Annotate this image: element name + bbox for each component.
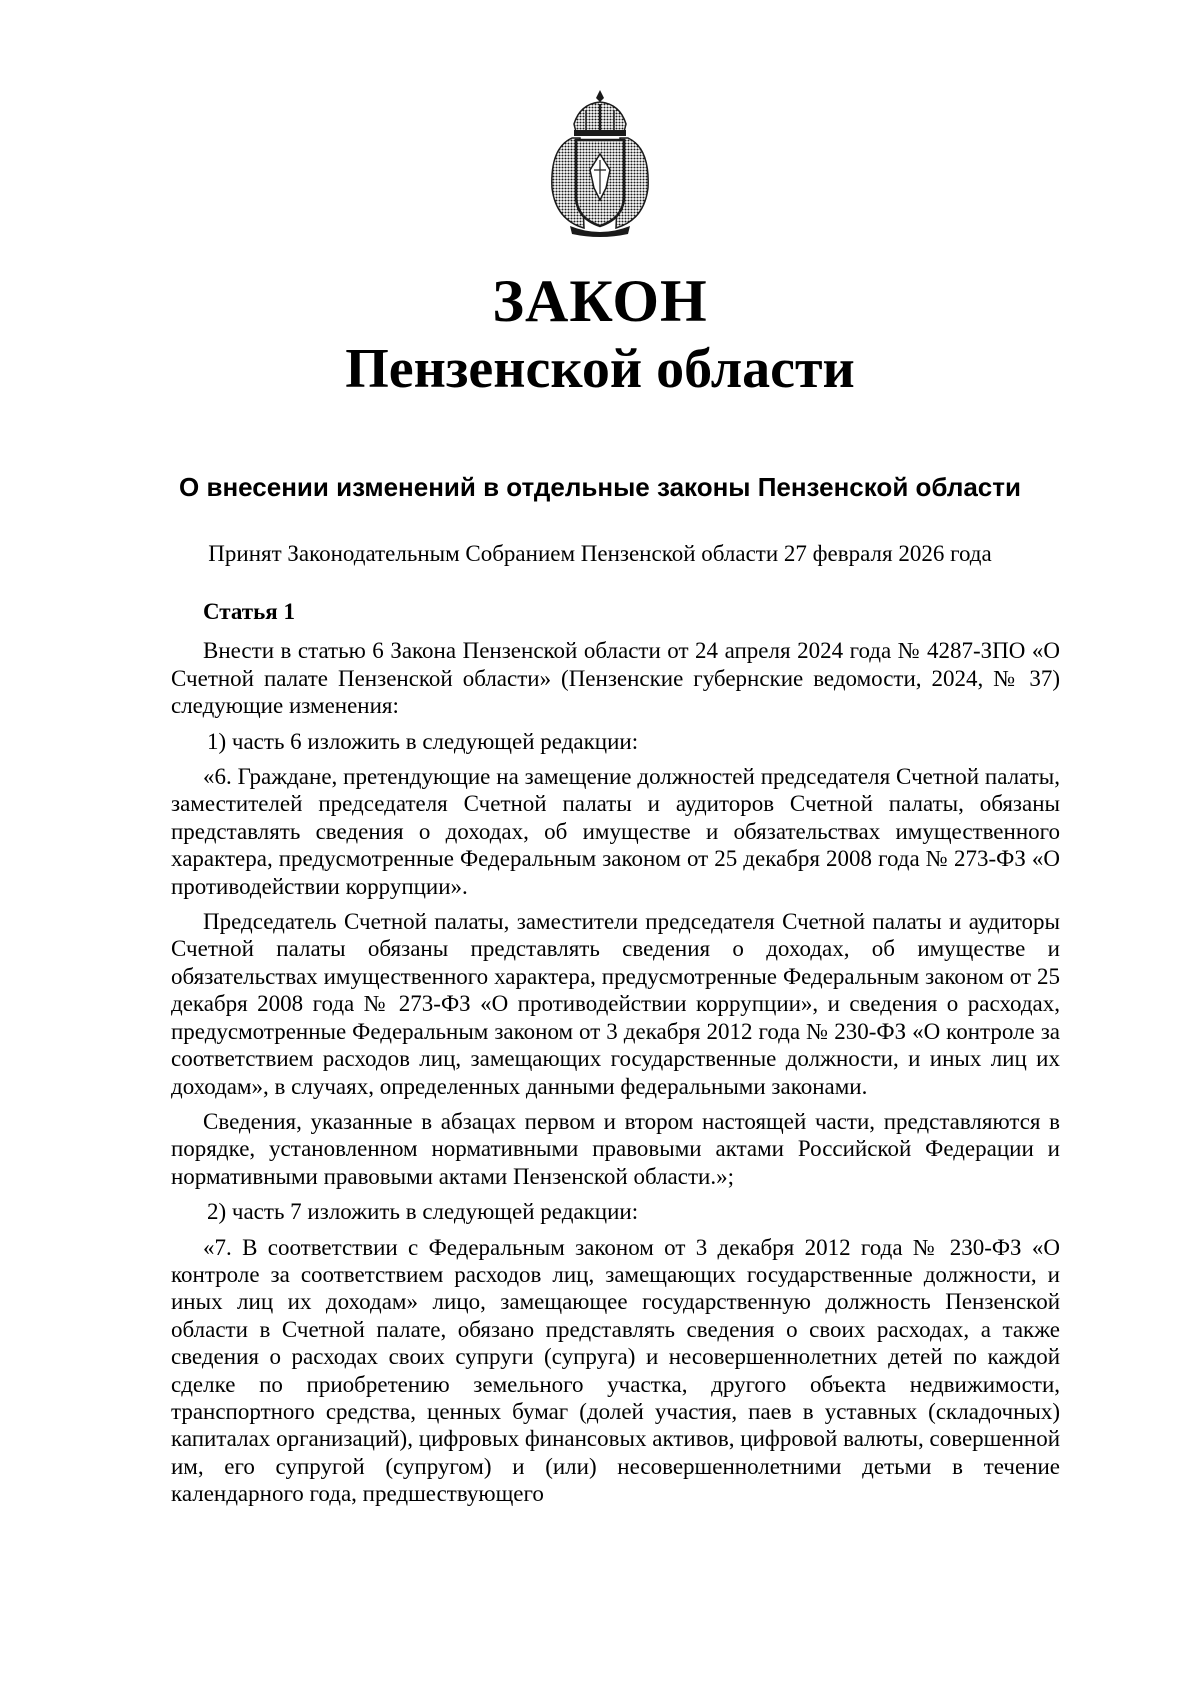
coat-of-arms-icon (540, 88, 660, 238)
document-title: ЗАКОН (492, 268, 708, 334)
article-heading: Статья 1 (203, 599, 295, 624)
document-region: Пензенской области (345, 338, 855, 400)
list-item-1: 1) часть 6 изложить в следующей редакции: (207, 728, 639, 754)
paragraph: «6. Граждане, претендующие на замещение должностей председателя Счетной палаты, заместителей председателя Счетной палаты и аудиторов Счетной палаты, обязаны представлять сведения о доходах, об имуществе и обязательствах имущественного характера, предусмотренные Федеральным законом от 25 декабря 2008 года № 273-ФЗ «О противодействии коррупции». (171, 764, 1060, 899)
adoption-note: Принят Законодательным Собранием Пензенской области 27 февраля 2026 года (208, 541, 992, 566)
article-intro: Внести в статью 6 Закона Пензенской области от 24 апреля 2024 года № 4287-ЗПО «О Счетной палате Пензенской области» (Пензенские губернские ведомости, 2024, № 37) следующие изменения: (171, 638, 1060, 719)
list-item-2: 2) часть 7 изложить в следующей редакции: (207, 1199, 639, 1225)
article-body (171, 598, 1060, 1516)
paragraph: Председатель Счетной палаты, заместители председателя Счетной палаты и аудиторы Счетной палаты обязаны представлять сведения о доходах, об имуществе и обязательствах имущественного характера, предусмотренные Федеральным законом от 25 декабря 2008 года № 273-ФЗ «О противодействии коррупции», и сведения о расходах, предусмотренные Федеральным законом от 3 декабря 2012 года № 230-ФЗ «О контроле за соответствием расходов лиц, замещающих государственные должности, и иных лиц их доходам», в случаях, определенных данными федеральными законами. (171, 909, 1060, 1099)
paragraph: «7. В соответствии с Федеральным законом от 3 декабря 2012 года № 230-ФЗ «О контроле за соответствием расходов лиц, замещающих государственные должности, и иных лиц их доходам» лицо, замещающее государственную должность Пензенской области в Счетной палате, обязано представлять сведения о своих расходах, а также сведения о расходах своих супруги (супруга) и несовершеннолетних детей по каждой сделке по приобретению земельного участка, другого объекта недвижимости, транспортного средства, ценных бумаг (долей участия, паев в уставных (складочных) капиталах организаций), цифровых финансовых активов, цифровой валюты, совершенной им, его супругой (супругом) и (или) несовершеннолетними детьми в течение календарного года, предшествующего (171, 1234, 1060, 1507)
law-name: О внесении изменений в отдельные законы Пензенской области (179, 472, 1021, 502)
paragraph: Сведения, указанные в абзацах первом и втором настоящей части, представляются в порядке, установленном нормативными правовыми актами Российской Федерации и нормативными правовыми актами Пензенской области.»; (171, 1108, 1060, 1189)
